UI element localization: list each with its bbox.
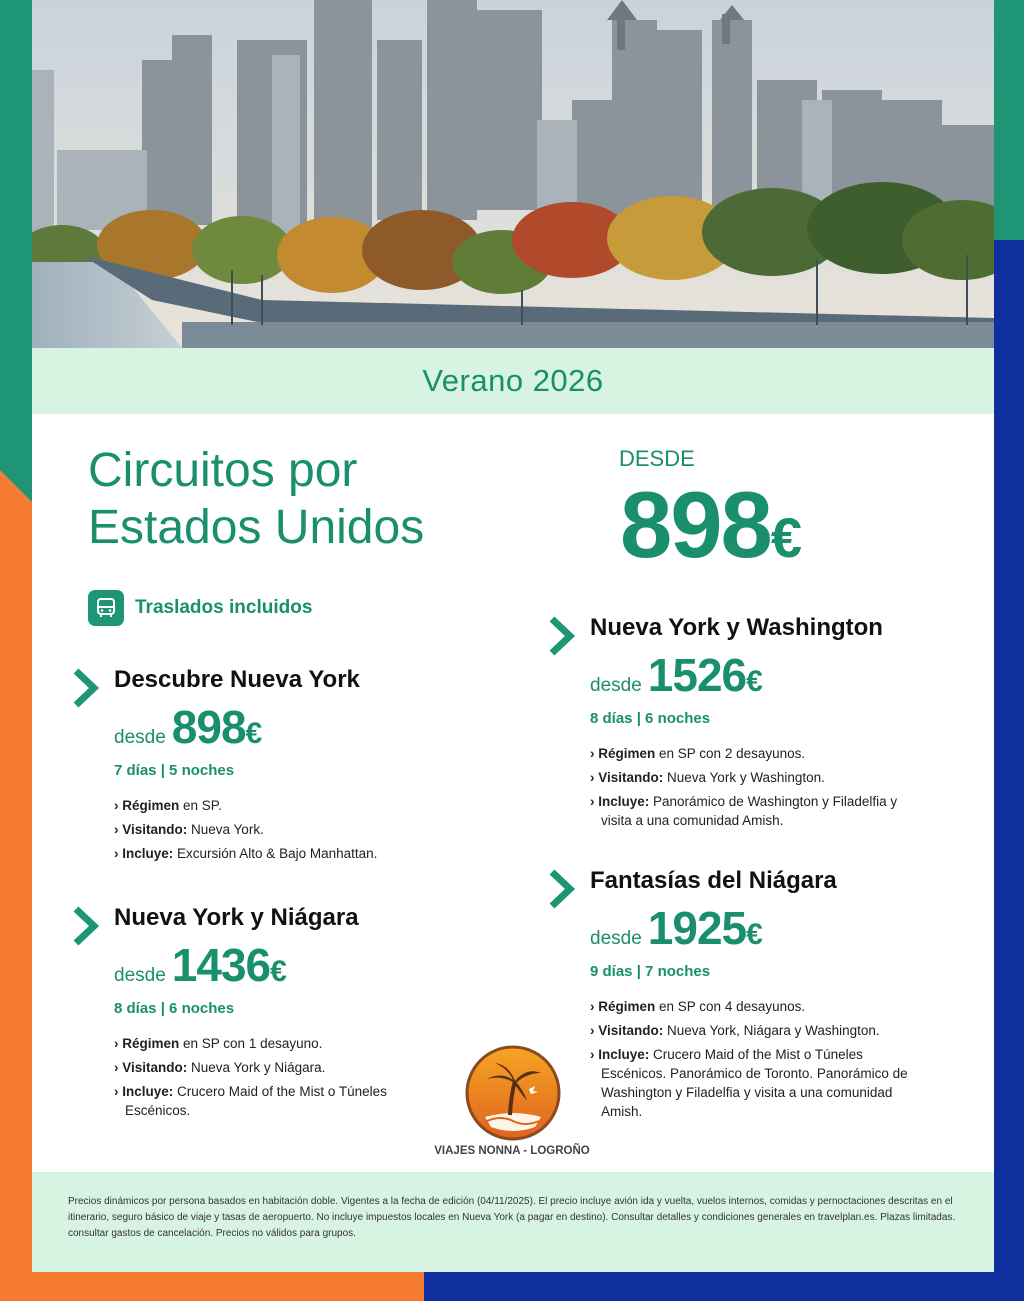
price-prefix: desde [114,965,166,986]
tour-details [114,1034,444,1125]
tour-price [114,938,287,992]
price-amount: 1526 [647,649,747,701]
chevron-right-icon [70,666,100,710]
detail-item: › Incluye: Crucero Maid of the Mist o Túneles Escénicos. [114,1082,444,1120]
tour-name: Nueva York y Washington [590,614,883,641]
detail-item: › Régimen en SP con 4 desayunos. [590,997,920,1016]
tour-name: Descubre Nueva York [114,666,360,693]
tour-duration: 9 días | 7 noches [590,963,711,980]
detail-item: › Visitando: Nueva York, Niágara y Washington. [590,1021,920,1040]
season-label: Verano 2026 [422,363,604,398]
price-currency: € [746,918,763,951]
headline-price-currency: € [770,506,802,569]
chevron-right-icon [70,904,100,948]
city-skyline-photo [32,0,994,348]
tour-details [590,997,920,1126]
from-label: DESDE [619,446,695,471]
tour-details [590,744,920,835]
flyer-card [32,0,994,1272]
price-prefix: desde [114,727,166,748]
legal-footer [32,1172,994,1272]
agency-name: VIAJES NONNA - LOGROÑO [434,1145,590,1157]
title-line-2: Estados Unidos [88,501,425,554]
page-title [88,442,424,556]
detail-item: › Incluye: Excursión Alto & Bajo Manhattan. [114,844,444,863]
tour-duration: 8 días | 6 noches [114,1000,235,1017]
tour-duration: 8 días | 6 noches [590,710,711,727]
tour-price [590,648,763,702]
tour-name: Nueva York y Niágara [114,904,359,931]
detail-item: › Incluye: Crucero Maid of the Mist o Túneles Escénicos. Panorámico de Toronto. Panorámico de Washington y Filadelfia y visita a una comunidad Amish. [590,1045,920,1121]
tour-price [590,901,763,955]
price-amount: 1925 [647,902,747,954]
price-prefix: desde [590,928,642,949]
detail-item: › Visitando: Nueva York. [114,820,444,839]
bus-icon [88,590,124,626]
headline-price-amount: 898 [620,472,771,577]
detail-item: › Régimen en SP. [114,796,444,815]
price-currency: € [746,665,763,698]
detail-item: › Incluye: Panorámico de Washington y Filadelfia y visita a una comunidad Amish. [590,792,920,830]
price-currency: € [245,717,263,750]
footer-text: Precios dinámicos por persona basados en habitación doble. Vigentes a la fecha de edición (04/11/2025). El precio incluye avión ida y vuelta, vuelos internos, comidas y pernoctaciones descritas en el itinerario, seguro básico de viaje y tasas de aeropuerto. No incluye impuestos locales en Nueva York (a pagar en destino). Consultar detalles y condiciones generales en travelplan.es. Plazas limitadas. consultar gastos de cancelación. Precios no válidos para grupos. [68,1196,956,1239]
tour-details [114,796,444,868]
detail-item: › Visitando: Nueva York y Washington. [590,768,920,787]
agency-logo-icon [465,1045,561,1141]
transfers-badge [88,590,312,626]
chevron-right-icon [546,867,576,911]
chevron-right-icon [546,614,576,658]
detail-item: › Régimen en SP con 2 desayunos. [590,744,920,763]
tour-duration: 7 días | 5 noches [114,762,235,779]
price-amount: 1436 [171,939,271,991]
title-line-1: Circuitos por [88,444,358,497]
price-prefix: desde [590,675,642,696]
tour-price [114,700,262,754]
season-banner [32,348,994,414]
detail-item: › Régimen en SP con 1 desayuno. [114,1034,444,1053]
price-currency: € [270,955,287,988]
transfers-label: Traslados incluidos [135,597,313,618]
tour-name: Fantasías del Niágara [590,867,837,894]
headline-price [620,470,802,593]
detail-item: › Visitando: Nueva York y Niágara. [114,1058,444,1077]
price-amount: 898 [171,701,246,753]
